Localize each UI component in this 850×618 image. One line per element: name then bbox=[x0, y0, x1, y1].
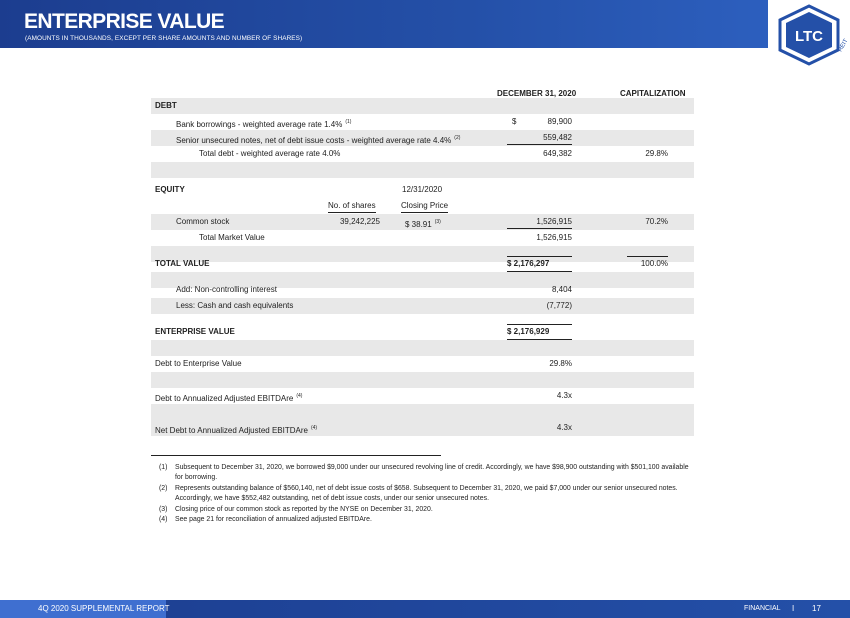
spacer-row bbox=[151, 372, 694, 388]
spacer-row bbox=[151, 162, 694, 178]
senior-notes-label: Senior unsecured notes, net of debt issue costs - weighted average rate 4.4% $^{(2)}$ bbox=[176, 135, 461, 145]
footnote-text: Closing price of our common stock as reported by the NYSE on December 31, 2020. bbox=[175, 506, 433, 513]
footnote-divider bbox=[151, 455, 441, 456]
footnote-ref-4: (4) bbox=[310, 425, 318, 431]
enterprise-value-label: ENTERPRISE VALUE bbox=[155, 327, 235, 336]
debt-to-ev-label: Debt to Enterprise Value bbox=[155, 359, 242, 368]
footnote-2 bbox=[159, 484, 689, 504]
non-controlling-value: 8,404 bbox=[551, 285, 572, 294]
equity-subheading-row bbox=[151, 198, 694, 214]
footnote-1 bbox=[159, 463, 689, 483]
footnote-text: See page 21 for reconciliation of annualized adjusted EBITDAre. bbox=[175, 516, 372, 523]
debt-to-ebitdare-label: Debt to Annualized Adjusted EBITDAre $^{(4)}$ bbox=[155, 393, 303, 403]
equity-heading: EQUITY bbox=[155, 185, 185, 194]
net-debt-to-ebitdare-row bbox=[151, 420, 694, 436]
footnote-ref-4: (4) bbox=[296, 393, 303, 399]
footnote-4 bbox=[159, 515, 689, 525]
footnote-text: Represents outstanding balance of $560,140, net of debt issue costs of $658. Subsequent to December 31, 2020, we paid $7,000 under our senior unsecured notes. Accordingly, we have $552,482 outstanding, net of debt issue costs, under our senior unsecured notes. bbox=[175, 485, 678, 502]
page-title: ENTERPRISE VALUE bbox=[24, 10, 225, 33]
debt-heading: DEBT bbox=[155, 101, 177, 110]
total-debt-row bbox=[151, 146, 694, 162]
non-controlling-row bbox=[151, 282, 694, 298]
price-column-head: Closing Price bbox=[401, 198, 448, 213]
header-bar bbox=[0, 0, 850, 48]
debt-to-ebitdare-value: 4.3x bbox=[556, 391, 572, 400]
bank-borrowings-label: Bank borrowings - weighted average rate 1.4% $^{(1)}$ bbox=[176, 119, 352, 129]
total-value-label: TOTAL VALUE bbox=[155, 259, 210, 268]
cash-value: (7,772) bbox=[546, 301, 572, 310]
total-market-value-value: 1,526,915 bbox=[536, 233, 572, 242]
senior-notes-row bbox=[151, 130, 694, 146]
footnote-3 bbox=[159, 505, 689, 515]
enterprise-value-row bbox=[151, 324, 694, 340]
common-stock-row bbox=[151, 214, 694, 230]
footnote-text: Subsequent to December 31, 2020, we borrowed $9,000 under our unsecured revolving line of credit. Accordingly, we have $98,900 outstanding with $501,100 available for borrowing. bbox=[175, 464, 689, 481]
common-stock-price: $ 38.91 $^{(3)}$ bbox=[405, 219, 441, 229]
footnote-number: (4) bbox=[159, 516, 168, 523]
debt-to-ebitdare-row bbox=[151, 388, 694, 404]
common-stock-value: 1,526,915 bbox=[507, 214, 572, 229]
page-number: 17 bbox=[812, 604, 821, 613]
net-debt-to-ebitdare-value: 4.3x bbox=[556, 423, 572, 432]
total-debt-value: 649,382 bbox=[543, 149, 572, 158]
total-debt-label: Total debt - weighted average rate 4.0% bbox=[199, 149, 341, 158]
shares-column-head: No. of shares bbox=[328, 198, 376, 213]
common-stock-label: Common stock bbox=[176, 217, 230, 226]
page-subtitle: (AMOUNTS IN THOUSANDS, EXCEPT PER SHARE AMOUNTS AND NUMBER OF SHARES) bbox=[25, 35, 303, 42]
footer-report-title: 4Q 2020 SUPPLEMENTAL REPORT bbox=[38, 604, 170, 613]
common-stock-shares: 39,242,225 bbox=[339, 217, 380, 226]
spacer-row bbox=[151, 404, 694, 420]
net-debt-to-ebitdare-label: Net Debt to Annualized Adjusted EBITDAre $^{(4)}$ bbox=[155, 425, 318, 435]
footnote-ref-1: (1) bbox=[345, 119, 352, 125]
logo-text: LTC bbox=[794, 28, 824, 45]
common-stock-pct: 70.2% bbox=[645, 217, 668, 226]
total-market-value-row bbox=[151, 230, 694, 246]
bank-borrowings-row bbox=[151, 114, 694, 130]
debt-heading-row bbox=[151, 98, 694, 114]
logo-subtext: REIT bbox=[837, 38, 850, 53]
bank-dollar-sign: $ bbox=[512, 117, 517, 126]
column-header-capitalization: CAPITALIZATION bbox=[620, 89, 686, 98]
total-value-pct: 100.0% bbox=[627, 256, 668, 272]
enterprise-value-value: $ 2,176,929 bbox=[507, 324, 572, 342]
footer-separator: I bbox=[792, 604, 795, 613]
equity-heading-row bbox=[151, 182, 694, 198]
total-value-value: $ 2,176,297 bbox=[507, 256, 572, 274]
bank-borrowings-value: 89,900 bbox=[547, 117, 572, 126]
footnote-number: (1) bbox=[159, 464, 168, 471]
total-market-value-label: Total Market Value bbox=[199, 233, 265, 242]
ltc-reit-logo bbox=[768, 0, 850, 70]
total-debt-pct: 29.8% bbox=[645, 149, 668, 158]
cash-row bbox=[151, 298, 694, 314]
spacer-row bbox=[151, 340, 694, 356]
debt-to-ev-row bbox=[151, 356, 694, 372]
debt-to-ev-value: 29.8% bbox=[549, 359, 572, 368]
non-controlling-label: Add: Non-controlling interest bbox=[176, 285, 277, 294]
equity-date-head: 12/31/2020 bbox=[402, 185, 443, 194]
footnote-number: (3) bbox=[159, 506, 168, 513]
total-value-row bbox=[151, 256, 694, 272]
footnote-ref-2: (2) bbox=[454, 135, 461, 141]
column-header-date: DECEMBER 31, 2020 bbox=[497, 89, 577, 98]
footer-section-name: FINANCIAL bbox=[744, 605, 781, 612]
footnote-number: (2) bbox=[159, 485, 168, 492]
cash-label: Less: Cash and cash equivalents bbox=[176, 301, 294, 310]
senior-notes-value: 559,482 bbox=[507, 130, 572, 145]
footnote-ref-3: (3) bbox=[434, 219, 441, 225]
footer-bar bbox=[0, 600, 850, 618]
